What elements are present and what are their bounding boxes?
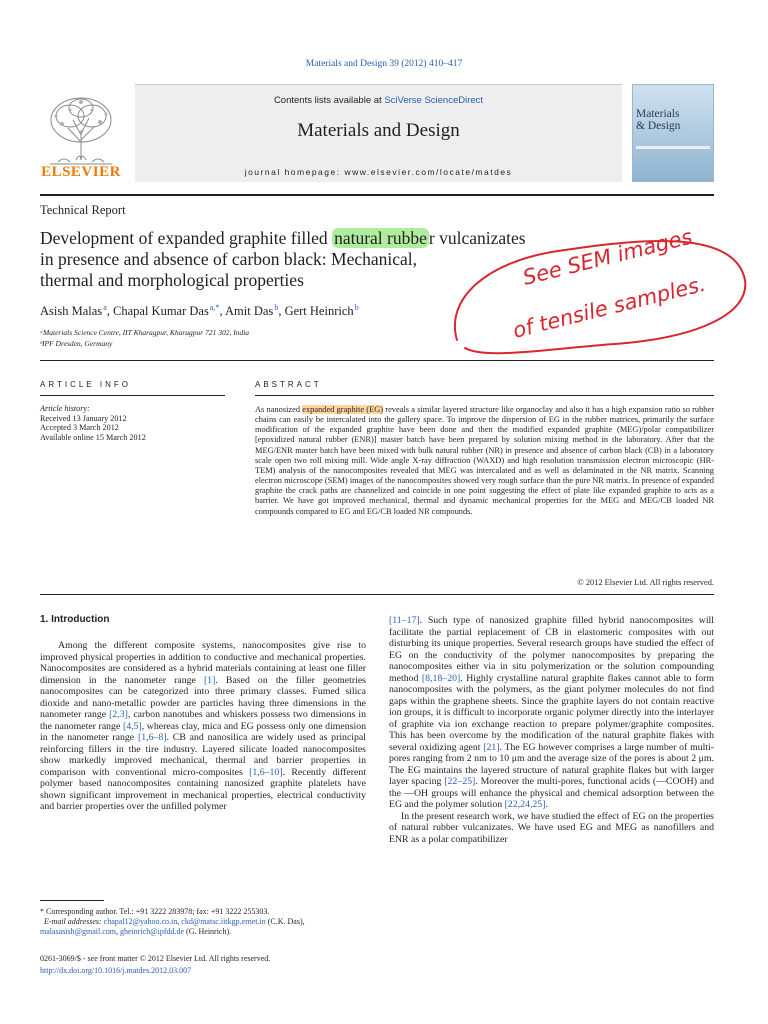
corresponding-author: * Corresponding author. Tel.: +91 3222 283978; fax: +91 3222 255303. [40,907,270,916]
handwritten-annotation [445,220,750,370]
reference-link[interactable]: [8,18–20] [421,672,461,684]
journal-homepage [135,167,622,177]
author-affil-mark[interactable]: b [274,303,279,312]
reference-link[interactable]: [22,24,25] [504,799,546,810]
reference-link[interactable]: [4,5] [122,720,142,732]
history-received: Received 13 January 2012 [40,413,127,423]
footnote [40,907,366,938]
abstract-rule [255,395,714,396]
annotation-line-1: See SEM images [520,224,695,290]
author-list: Asish Malas $^a$, Chapal Kumar Das $^{a,*}$, Amit Das $^b$, Gert Heinrich $^b$ [40,303,359,319]
introduction-heading: 1. Introduction [40,614,110,625]
paragraph-text: . Such type of nanosized graphite filled hybrid nanocomposites will facilitate the partial replacement of CB in elastomeric composites with out disturbing its unique properties. Several research groups have studied the effect of EG on the conductivity of the polymer nanocomposites by preparing the nanocomposites either via in situ polymerization or the solution compounding method [389,615,714,684]
contents-prefix: Contents lists available at [273,95,382,106]
paragraph-text: Among the different composite systems, nanocomposites give rise to improved physical properties in addition to conductive and mechanical properties. Nanocomposites are considered as a hybrid materials containing at least one filler dimension in the nanometer range [40,640,366,686]
reference-link[interactable]: [22–25] [444,776,476,787]
abstract-body: reveals a similar layered structure like organoclay and also it has a high expansion ratio so rubber chains can easily be intercalated into the gallery space. To improve the dispersion of EG in the rubber matrices, primarily the surface modification of the expanded graphite have been done and then the modified expanded graphite (MEG)/polar compatibilizer [epoxidized natural rubber (ENR)] master batch have been prepared by solution mixing method in the laboratory. After that the MEG/ENR master batch have been mixed with bulk natural rubber (NR) in presence and absence of carbon black (CB) in a laboratory scale open two roll mixing mill. Wide angle X-ray diffraction (WAXD) and high resolution transmission electron microscopic (HR-TEM) analysis of the nanocomposites revealed that MEG was intercalated and as well as delaminated in the NR matrix. Scanning electron microscope (SEM) images of the nanocomposites showed very rough surface than the pure NR matrix. In presence of expanded graphite the crack paths are channelized and coincide in one point suggesting the effect of plate like expanded graphite to acts as a barrier. We have got improved mechanical, thermal and dynamic mechanical properties for the MEG and MEG/CB loaded NR compounds compared to EG and EG/CB loaded NR compounds. [255,405,714,516]
author-affil-mark[interactable]: a,* [209,303,220,312]
paragraph-text: . Moreover the multi-pores, functional acids (—COOH) and the —OH groups will enhance the physical and chemical adsorption between the EG and the polymer solution [389,776,715,810]
email-link[interactable]: malasasish@gmail.com [40,927,117,937]
elsevier-wordmark: ELSEVIER [41,164,121,180]
reference-link[interactable]: [11–17] [389,615,420,626]
doi-link[interactable]: http://dx.doi.org/10.1016/j.matdes.2012.03.007 [40,965,192,975]
reference-link[interactable]: [21] [483,741,500,753]
journal-citation[interactable]: Materials and Design 39 (2012) 410–417 [305,59,463,69]
paragraph-text: . Recently different polymer based nanocomposites containing nanosized graphite platelets have shown significant improvement in mechanical properties, electrical conductivity and barrier properties over the unfilled polymer [40,766,367,812]
affiliation-a: ᵃMaterials Science Centre, IIT Kharagpur, Kharagpur 721 302, India [40,328,250,337]
email-link[interactable]: chapal12@yahoo.co.in [103,917,178,927]
issn-text: 0261-3069/$ - see front matter © 2012 Elsevier Ltd. All rights reserved. [40,954,271,963]
footnote-rule [40,900,104,901]
header-rule [40,194,714,196]
reference-link[interactable]: [2,3] [109,709,128,720]
abstract-text [255,405,714,517]
paragraph-text: , carbon nanotubes and whiskers possess two dimensions in the nanometer range [40,709,366,732]
reference-link[interactable]: [1,6–10] [249,766,283,778]
introduction-column-1 [40,640,366,813]
column-2-paragraph-2: In the present research work, we have studied the effect of EG on the properties of natural rubber vulcanizates. We have used EG and MEG as nanofillers and ENR as a polar compatibilizer [389,810,714,845]
author-name: Amit Das [225,304,274,319]
article-info-heading: ARTICLE INFO [40,380,131,389]
column-2-paragraph-1 [389,615,714,810]
paragraph-text: . [545,799,548,810]
paragraph-text: . Based on the filler geometries nanocomposites can be categorized into three primary classes. Fumed silica dioxide and nano-metallic powder are particles having three dimensions in the nanometer range [40,674,366,720]
homepage-link[interactable]: www.elsevier.com/locate/matdes [344,167,513,177]
author-name: Gert Heinrich [284,304,354,319]
abstract-prefix: As nanosized [255,405,303,414]
title-line-2: in presence and absence of carbon black: Mechanical, [40,249,418,269]
sciencedirect-link[interactable]: SciVerse ScienceDirect [384,95,484,106]
contents-line [135,95,622,106]
reference-link[interactable]: [1] [203,674,216,686]
title-text: r vulcanizates [428,228,526,248]
title-highlight: natural rubbe [334,228,427,248]
homepage-prefix: journal homepage: [244,167,341,177]
issn-line [40,953,366,976]
cover-stripe [636,146,710,149]
introduction-column-2 [389,615,714,845]
title-line-3: thermal and morphological properties [40,270,304,290]
article-type: Technical Report [40,203,126,217]
article-history [40,404,225,442]
history-online: Available online 15 March 2012 [40,432,146,442]
journal-title: Materials and Design [297,120,460,141]
email-link[interactable]: ckd@matsc.iitkgp.ernet.in [181,917,266,927]
author-affil-mark[interactable]: b [354,303,359,312]
paragraph-text: . The EG however comprises a large number of multi-pores ranging from 2 nm to 10 μm and the average size of the pores is about 2 μm. The EG maintains the layered structure of natural graphite flakes but with larger layer spacing [389,741,715,787]
email-label: E-mail addresses: [44,917,102,927]
copyright-notice: © 2012 Elsevier Ltd. All rights reserved. [577,578,714,587]
abstract-heading: ABSTRACT [255,380,322,389]
cover-title-line1: Materials [636,108,680,120]
author-name: Asish Malas [40,304,103,319]
email-link[interactable]: gheinrich@ipfdd.de [120,927,185,937]
abstract-highlight: expanded graphite (EG) [302,405,384,414]
paragraph-text: . CB and nanosilica are widely used as principal reinforcing fillers in the tire industry. Layered silicate loaded nanocomposites show markedly improved mechanical, thermal and barrier properties in comparison with conventional micro-composites [40,732,366,778]
paragraph-text: , whereas clay, mica and EG possess only one dimension in the nanometer range [40,720,366,743]
paragraph-text: . Highly crystalline natural graphite flakes cannot able to form nanocomposites with the polymers, as the giant polymer molecules do not find gaps within the graphene sheets. Since the graphite layers do not contain reactive ion groups, it is difficult to incorporate organic polymer directly into the interlayer of graphite via ion exchange reaction to prepare polymer/graphite composites. This has been overcome by the modification of the natural graphite flakes with several oxidizing agent [389,672,714,753]
body-rule [40,594,714,595]
author-name: Chapal Kumar Das [113,304,209,319]
email-owner: (C.K. Das), [265,917,305,927]
email-addresses: E-mail addresses: chapal12@yahoo.co.in, ckd@matsc.iitkgp.ernet.in (C.K. Das), malasasish@gmail.com, gheinrich@ipfdd.de (G. Heinrich). [40,917,305,937]
cover-title [636,108,710,132]
cover-title-line2: & Design [636,120,681,132]
article-info-rule [40,395,225,396]
history-label: Article history: [40,404,90,413]
affiliation-b: ᵇIPF Dresden, Germany [40,339,113,348]
reference-link[interactable]: [1,6–8] [137,732,167,743]
history-accepted: Accepted 3 March 2012 [40,423,119,433]
author-affil-mark[interactable]: a [103,303,107,312]
email-owner: (G. Heinrich). [184,927,232,937]
title-text: Development of expanded graphite filled [40,228,333,248]
journal-cover-thumbnail[interactable] [632,84,714,182]
annotation-line-2: of tensile samples. [510,271,708,343]
